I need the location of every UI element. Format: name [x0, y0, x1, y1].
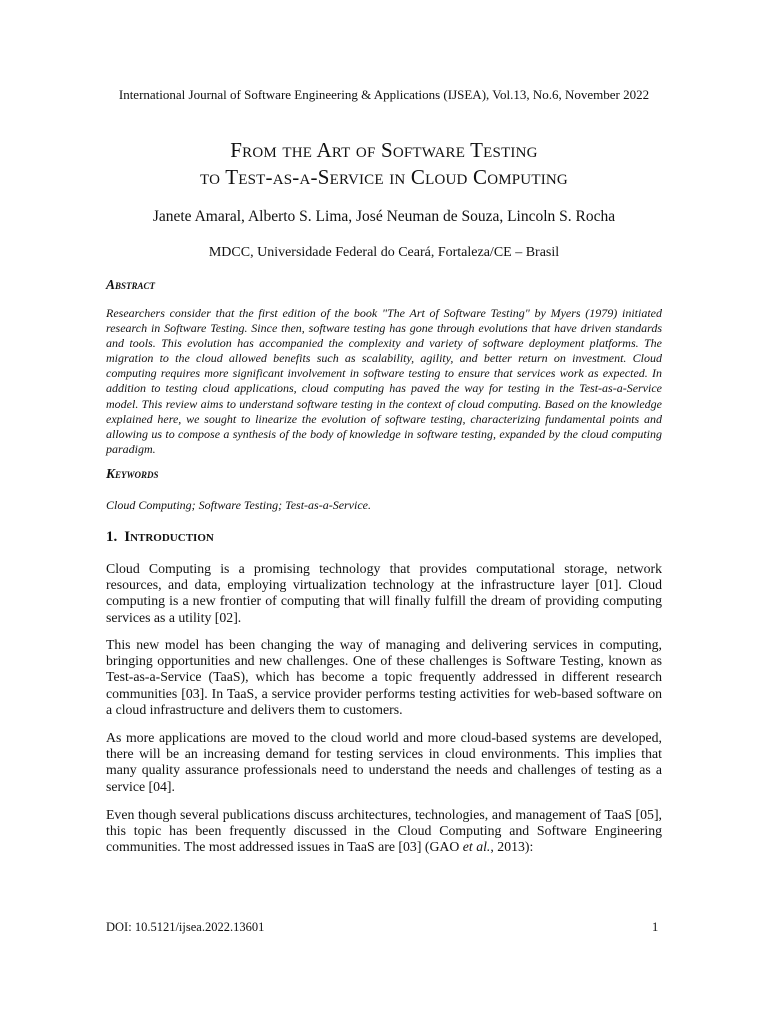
paper-title-line-2: to Test-as-a-Service in Cloud Computing — [200, 165, 568, 189]
page-number: 1 — [652, 920, 659, 934]
intro-paragraph-4-end: , 2013): — [490, 839, 534, 855]
intro-paragraph-2: This new model has been changing the way of managing and delivering services in computing, bringing opportunities and new challenges. One of these challenges is Software Testing, known as Test-as-a-Service (TaaS), which has become a topic frequently addressed in different research communities [03]. In TaaS, a service provider performs testing activities for web-based software on a cloud infrastructure and delivers them to customers. — [106, 637, 662, 717]
affiliation: MDCC, Universidade Federal do Ceará, Fortaleza/CE – Brasil — [208, 245, 560, 260]
abstract-text: Researchers consider that the first edition of the book "The Art of Software Testing" by Myers (1979) initiated research in Software Testing. Since then, software testing has gone through evolutions that have driven standards and tools. This evolution has accompanied the complexity and variety of software deployment platforms. The migration to the cloud allowed benefits such as scalability, agility, and better return on investment. Cloud computing requires more significant involvement in software testing to ensure that services work as expected. In addition to testing cloud applications, cloud computing has paved the way for testing in the Test-as-a-Service model. This review aims to understand software testing in the context of cloud computing. Based on the knowledge explained here, we sought to linearize the evolution of software testing, characterizing fundamental points and allowing us to compose a synthesis of the body of knowledge in software testing, expanded by the cloud computing paradigm. — [106, 306, 662, 456]
paper-title — [0, 137, 768, 191]
introduction-heading — [106, 529, 214, 546]
intro-paragraph-1: Cloud Computing is a promising technology that provides computational storage, network resources, and data, employing virtualization technology at the infrastructure layer [01]. Cloud computing is a new frontier of computing that will finally fulfill the dream of providing computing services as a utility [02]. — [106, 561, 662, 625]
paper-title-line-1: From the Art of Software Testing — [230, 138, 538, 162]
intro-paragraph-4-start: Even though several publications discuss architectures, technologies, and management of TaaS [05], this topic has been frequently discussed in the Cloud Computing and Software Engineering communities. The most addressed issues in TaaS are [03] (GAO — [106, 807, 662, 855]
citation-et-al: et al. — [462, 839, 491, 855]
abstract-heading: Abstract — [106, 277, 156, 292]
doi-footer: DOI: 10.5121/ijsea.2022.13601 — [106, 920, 265, 934]
author-list: Janete Amaral, Alberto S. Lima, José Neuman de Souza, Lincoln S. Rocha — [152, 208, 616, 225]
running-head: International Journal of Software Engineering & Applications (IJSEA), Vol.13, No.6, November 2022 — [118, 87, 650, 102]
keywords-heading: Keywords — [106, 466, 159, 481]
intro-paragraph-3: As more applications are moved to the cloud world and more cloud-based systems are developed, there will be an increasing demand for testing services in cloud environments. This implies that many quality assurance professionals need to understand the needs and challenges of testing as a service [04]. — [106, 730, 662, 794]
section-number: 1. — [106, 529, 118, 545]
section-title: Introduction — [124, 529, 214, 545]
intro-paragraph-4 — [106, 807, 662, 856]
keywords-text: Cloud Computing; Software Testing; Test-as-a-Service. — [106, 498, 371, 512]
